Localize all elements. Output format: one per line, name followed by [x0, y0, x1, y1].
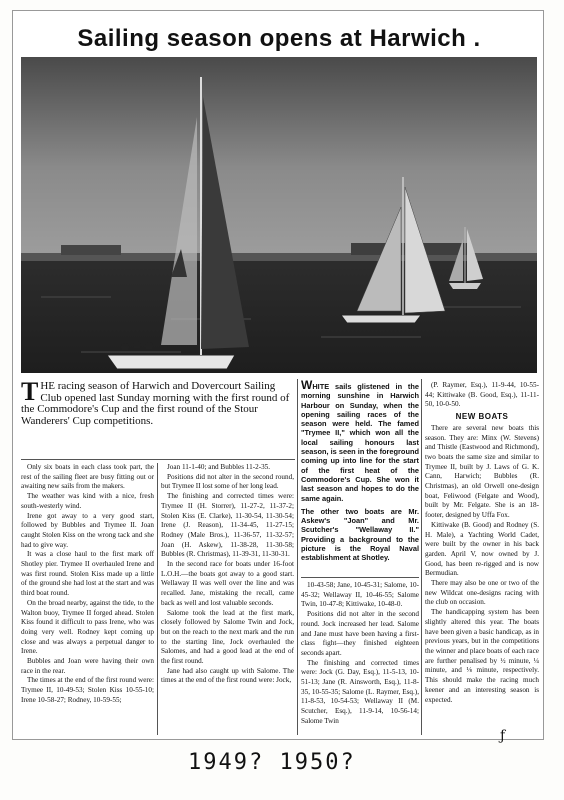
paragraph: Salome took the lead at the first mark, closely followed by Salome Twin and Jock, but on the reach to the next mark and the run to the starting line, Jock overhauled the Salomes, and had a good lead at the end of the first round. — [161, 608, 294, 666]
lead-dropcap: T — [21, 377, 39, 406]
paragraph: The weather was kind with a nice, fresh south-westerly wind. — [21, 492, 154, 510]
caption-dropcap: W — [301, 378, 313, 392]
article-column-1 — [21, 463, 154, 706]
article-column-4 — [425, 381, 539, 705]
paragraph: 10-43-58; Jane, 10-45-31; Salome, 10-45-32; Wellaway II, 10-46-55; Salome Twin, 10-47-8; Kittiwake, 10-48-0. — [301, 581, 419, 609]
paragraph: Positions did not alter in the second round. Jock increased her lead. Salome and Jane must have been having a first-class fight—they finished eighteen seconds apart. — [301, 610, 419, 657]
article-column-2 — [161, 463, 294, 686]
column-divider-v — [297, 379, 298, 735]
paragraph: The finishing and corrected times were: Trymee II (H. Storrer), 11-27-2, 11-37-2; Stolen Kiss (E. Clarke), 11-30-54, 11-30-54; Irene (J. Reason), 11-34-45, 11-27-15; Rodney (Male Bros.), 11-36-57, 11-32-57; Joan (H. Askew), 11-38-28, 11-30-58; Bubbles (R. Christmas), 11-39-31, 11-30-31. — [161, 492, 294, 559]
column-divider-h — [301, 577, 419, 578]
paragraph: Joan 11-1-40; and Bubbles 11-2-35. — [167, 463, 271, 471]
paragraph: It was a close haul to the first mark off Shotley pier. Trymee II overhauled Irene and was first round. Stolen Kiss made up a little of the ground she had lost at the start and was third boat round. — [21, 550, 154, 598]
paragraph: The handicapping system has been slightly altered this year. The boats have been given a basic handicap, as in previous years, but in the competitions the winner and place boats of each race are further penalised by ½ minute, ¼ minute, and ⅛ minute, respectively. This should make the racing much keener and an interesting season is expected. — [425, 608, 539, 704]
paragraph: Irene got away to a very good start, followed by Bubbles and Trymee II. Joan caught Stolen Kiss on the wrong tack and she had to give way. — [21, 511, 154, 549]
paragraph: The finishing and corrected times were: Jock (G. Day, Esq.), 11-5-13, 10-51-13; Jane (R. Ainsworth, Esq.), 11-8-35, 10-55-35; Salome (L. Raymer, Esq.), 11-8-53, 10-54-53; Wellaway II (M. Scutcher, Esq.), 11-9-14, 10-56-14; Salome Twin — [301, 658, 419, 725]
caption-text: HITE sails glistened in the morning sunshine in Harwich Harbour on Sunday, when the opening sailing races of the season were held. The famed "Trymee II," which won all the local sailing honours last season, is seen in the foreground coming up into line for the start of the first heat of the Commodore's Cup. She won it last season and hopes to do the same again. — [301, 382, 419, 503]
pen-mark: ƒ — [500, 728, 506, 744]
paragraph: (P. Raymer, Esq.), 11-9-44, 10-55-44; Kittiwake (B. Good, Esq.), 11-11-50, 10-0-50. — [425, 381, 539, 409]
paragraph: The times at the end of the first round were: Trymee II, 10-49-53; Stolen Kiss 10-55-10; Irene 10-58-27; Rodney, 10-59-55; — [21, 676, 154, 704]
newspaper-clipping — [12, 10, 544, 740]
paragraph: Kittiwake (B. Good) and Rodney (S. H. Male), a Yachting World Cadet, were built by the owner in his back garden. April V, now owned by J. Good, has been re-rigged and is now Bermudian. — [425, 520, 539, 578]
article-column-3 — [301, 581, 419, 727]
paragraph: There may also be one or two of the new Wildcat one-designs racing with the club on occasion. — [425, 579, 539, 607]
paragraph: On the broad nearby, against the tide, to the Walton buoy, Trymee II forged ahead. Stolen Kiss found it difficult to pass Irene, who was doing very well. Rodney kept coming up close and was always a perpetual danger to Irene. — [21, 598, 154, 656]
column-divider-v — [421, 379, 422, 735]
paragraph: Only six boats in each class took part, the rest of the sailing fleet are busy fitting out or awaiting new sails from the makers. — [21, 463, 154, 491]
paragraph: In the second race for boats under 16-foot L.O.H.—the boats got away to a good start. Wellaway II was well over the line and was recalled. Jane, mistaking the recall, came back as well and lost valuable seconds. — [161, 560, 294, 607]
handwritten-note: 1949? 1950? — [188, 750, 356, 775]
caption-text-2: The other two boats are Mr. Askew's "Joan" and Mr. Scutcher's "Wellaway II." Providing a background to the picture is the Royal Naval establishment at Shotley. — [301, 506, 419, 563]
paragraph: Jane had also caught up with Salome. The times at the end of the first round were: Jock, — [161, 666, 294, 685]
headline: Sailing season opens at Harwich . — [77, 25, 481, 52]
paragraph: Bubbles and Joan were having their own race in the rear. — [21, 657, 154, 675]
paragraph: There are several new boats this season. They are: Minx (W. Stevens) and Thistle (Eastwood and Richmond), two boats the same size and similar to Trymee II, built by J. Laws of G. K. Cann, Harwich; Bubbles (R. Christmas), an old Orwell one-design boat, Feliwood (Felgate and Wood), built by Mr. Felgate. She is an 18-footer, designed by Uffa Fox. — [425, 423, 539, 520]
photo-caption — [301, 378, 419, 563]
sailing-photo — [21, 57, 537, 373]
column-divider-v — [157, 463, 158, 735]
lead-text: HE racing season of Harwich and Dovercourt Sailing Club opened last Sunday morning with the first round of the Commodore's Cup and the first round of the Stour Wanderers' Cup competitions. — [21, 380, 290, 427]
paragraph: Positions did not alter in the second round, but Trymee II lost some of her long lead. — [161, 472, 294, 491]
lead-paragraph — [21, 377, 295, 427]
subheading-new-boats: NEW BOATS — [455, 412, 509, 422]
column-divider-h — [21, 459, 295, 460]
